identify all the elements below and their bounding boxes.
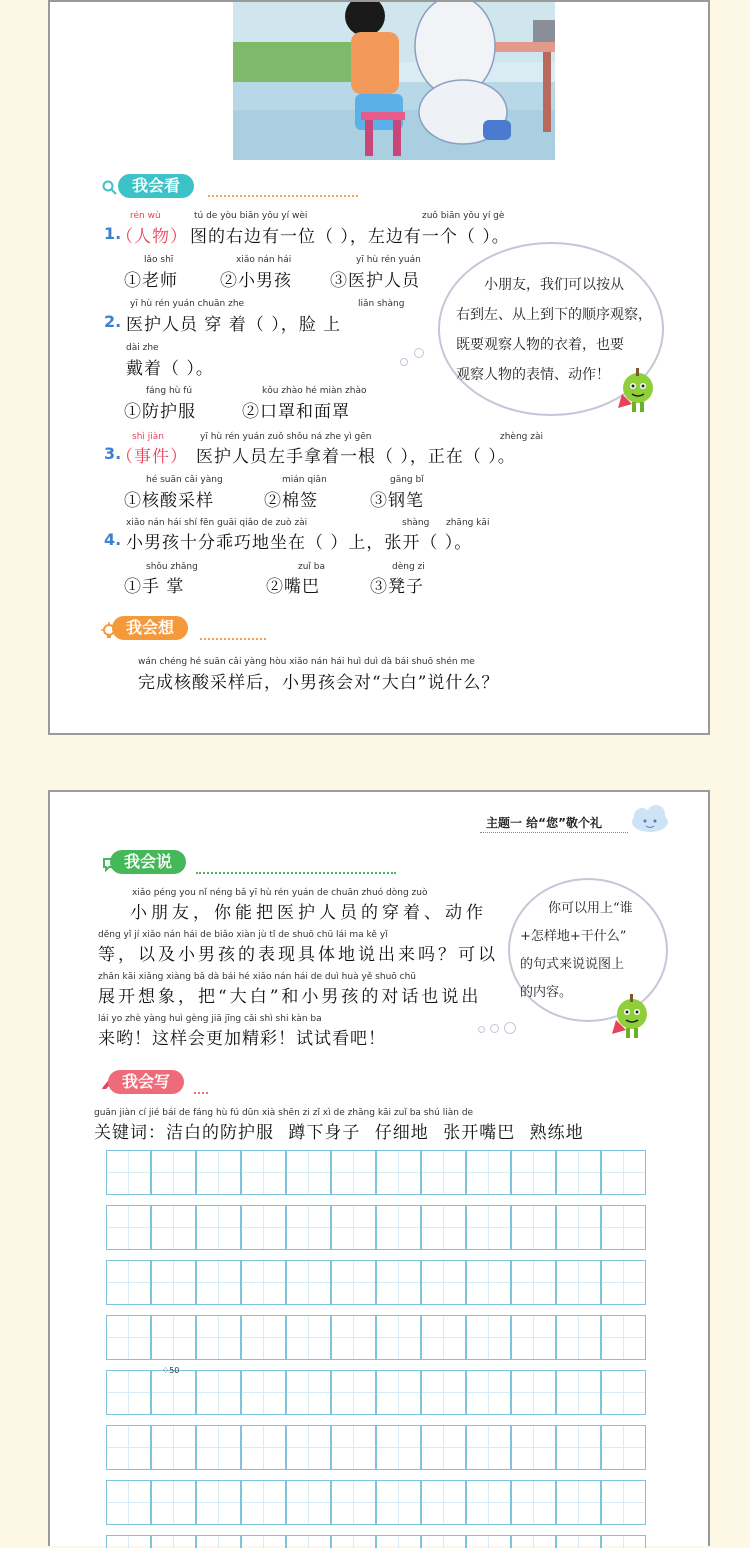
q4-opt1-pinyin: shǒu zhǎng [146, 562, 198, 572]
writing-cell[interactable] [106, 1370, 151, 1415]
writing-cell[interactable] [106, 1150, 151, 1195]
keywords-pinyin: guān jiàn cí jié bái de fáng hù fú dūn xià shēn zi zǐ xì de zhāng kāi zuǐ ba shú liàn de [94, 1108, 474, 1118]
writing-cell[interactable] [106, 1480, 151, 1525]
writing-cell[interactable] [151, 1150, 196, 1195]
q1-tag: （人物） [116, 227, 188, 247]
writing-cell[interactable] [151, 1370, 196, 1415]
writing-cell[interactable] [196, 1315, 241, 1360]
writing-cell[interactable] [151, 1425, 196, 1470]
speak-line-2: 等，以及小男孩的表现具体地说出来吗？可以 [98, 945, 498, 965]
q2-pinyin-2: liǎn shàng [358, 299, 405, 309]
q3-tag: （事件） [116, 447, 188, 467]
writing-cell[interactable] [466, 1480, 511, 1525]
writing-cell[interactable] [601, 1480, 646, 1525]
writing-cell[interactable] [601, 1315, 646, 1360]
writing-cell[interactable] [196, 1205, 241, 1250]
bubble-dot [414, 348, 424, 358]
writing-cell[interactable] [376, 1535, 421, 1548]
tip-line-2: 右到左、从上到下的顺序观察， [456, 307, 652, 323]
writing-cell[interactable] [556, 1370, 601, 1415]
bubble-dot [400, 358, 408, 366]
writing-cell[interactable] [241, 1150, 286, 1195]
writing-cell[interactable] [601, 1205, 646, 1250]
q1-opt1-pinyin: lǎo shī [144, 255, 174, 265]
writing-cell[interactable] [286, 1150, 331, 1195]
writing-cell[interactable] [286, 1535, 331, 1548]
think-question: 完成核酸采样后，小男孩会对“大白”说什么？ [138, 673, 500, 693]
writing-cell[interactable] [376, 1480, 421, 1525]
writing-cell[interactable] [376, 1425, 421, 1470]
writing-cell[interactable] [196, 1535, 241, 1548]
q2-opt2-pinyin: kǒu zhào hé miàn zhào [262, 386, 367, 396]
section-divider [196, 872, 396, 874]
q1-pinyin-right: zuǒ biān yǒu yí gè [422, 211, 505, 221]
q4-pinyin-2: shàng [402, 518, 430, 528]
writing-cell[interactable] [331, 1260, 376, 1305]
writing-cell[interactable] [196, 1480, 241, 1525]
writing-cell[interactable] [466, 1425, 511, 1470]
think-pinyin: wán chéng hé suān cǎi yàng hòu xiǎo nán hái huì duì dà bái shuō shén me [138, 657, 475, 667]
q4-text: 小男孩十分乖巧地坐在（ ）上，张开（ ）。 [126, 533, 473, 553]
writing-cell[interactable] [556, 1480, 601, 1525]
writing-cell[interactable] [106, 1425, 151, 1470]
tip-line-1: 小朋友，我们可以按从 [484, 277, 624, 293]
writing-cell[interactable] [331, 1480, 376, 1525]
q1-opt2-pinyin: xiǎo nán hái [236, 255, 292, 265]
q4-opt2-pinyin: zuǐ ba [298, 562, 326, 572]
writing-cell[interactable] [196, 1150, 241, 1195]
q4-pinyin-3: zhāng kāi [446, 518, 490, 528]
writing-cell[interactable] [601, 1260, 646, 1305]
writing-cell[interactable] [151, 1315, 196, 1360]
q1-number: 1. [104, 224, 122, 243]
writing-cell[interactable] [376, 1260, 421, 1305]
q3-number: 3. [104, 444, 122, 463]
writing-cell[interactable] [556, 1205, 601, 1250]
section-divider [200, 638, 266, 640]
q4-option-2[interactable]: ②嘴巴 [266, 577, 320, 597]
writing-cell[interactable] [151, 1535, 196, 1548]
writing-cell[interactable] [286, 1205, 331, 1250]
writing-cell[interactable] [466, 1370, 511, 1415]
writing-cell[interactable] [151, 1480, 196, 1525]
illustration-nucleic-test [233, 2, 555, 160]
tip-line-4: 观察人物的表情、动作！ [456, 367, 610, 383]
speak-line-3-pinyin: zhǎn kāi xiǎng xiàng bǎ dà bái hé xiǎo nán hái de duì huà yě shuō chū [98, 972, 416, 982]
writing-cell[interactable] [556, 1535, 601, 1548]
writing-cell[interactable] [421, 1260, 466, 1305]
speak-line-1: 小朋友，你能把医护人员的穿着、动作 [130, 903, 487, 923]
section-badge-think: 我会想 [112, 616, 188, 640]
q1-option-3[interactable]: ③医护人员 [330, 271, 420, 291]
header-divider [480, 832, 628, 833]
writing-cell[interactable] [241, 1425, 286, 1470]
writing-cell[interactable] [466, 1150, 511, 1195]
writing-cell[interactable] [331, 1315, 376, 1360]
writing-cell[interactable] [241, 1260, 286, 1305]
writing-cell[interactable] [466, 1535, 511, 1548]
writing-cell[interactable] [376, 1150, 421, 1195]
writing-cell[interactable] [286, 1425, 331, 1470]
bubble-dot [478, 1026, 485, 1033]
writing-cell[interactable] [241, 1535, 286, 1548]
speak-line-4: 来哟！这样会更加精彩！试试看吧！ [98, 1029, 386, 1049]
writing-cell[interactable] [241, 1315, 286, 1360]
q3-opt3-pinyin: gāng bǐ [390, 475, 424, 485]
writing-cell[interactable] [331, 1150, 376, 1195]
q2-pinyin: yī hù rén yuán chuān zhe [130, 299, 245, 309]
writing-cell[interactable] [331, 1425, 376, 1470]
q2-text-2: 戴着（ ）。 [126, 359, 214, 379]
writing-cell[interactable] [106, 1315, 151, 1360]
writing-cell[interactable] [376, 1315, 421, 1360]
writing-cell[interactable] [511, 1315, 556, 1360]
speak-line-2-pinyin: děng yǐ jí xiǎo nán hái de biǎo xiàn jù tǐ de shuō chū lái ma kě yǐ [98, 930, 388, 940]
writing-cell[interactable] [421, 1425, 466, 1470]
writing-cell[interactable] [511, 1425, 556, 1470]
q4-option-3[interactable]: ③凳子 [370, 577, 424, 597]
writing-cell[interactable] [601, 1370, 646, 1415]
writing-cell[interactable] [421, 1150, 466, 1195]
apple-mascot-icon [618, 364, 658, 416]
workbook-page-bottom [48, 790, 710, 1546]
q3-pinyin: yī hù rén yuán zuǒ shǒu ná zhe yì gēn [200, 432, 372, 442]
writing-cell[interactable] [421, 1535, 466, 1548]
keywords-line: 关键词：洁白的防护服 蹲下身子 仔细地 张开嘴巴 熟练地 [94, 1123, 584, 1143]
writing-cell[interactable] [286, 1260, 331, 1305]
section-divider [194, 1092, 208, 1094]
speak-line-1-pinyin: xiǎo péng you nǐ néng bǎ yī hù rén yuán de chuān zhuó dòng zuò [132, 888, 428, 898]
writing-cell[interactable] [556, 1425, 601, 1470]
q3-option-2[interactable]: ②棉签 [264, 491, 318, 511]
q2-number: 2. [104, 312, 122, 331]
writing-cell[interactable] [151, 1205, 196, 1250]
q3-pinyin-right: zhèng zài [500, 432, 543, 442]
cloud-icon [628, 804, 672, 834]
q1-text: 图的右边有一位（ ），左边有一个（ ）。 [190, 227, 510, 247]
writing-cell[interactable] [556, 1315, 601, 1360]
page-number-icon: ♢ [162, 1366, 170, 1375]
writing-cell[interactable] [376, 1370, 421, 1415]
q2-opt1-pinyin: fáng hù fú [146, 386, 193, 396]
q4-option-1[interactable]: ①手 掌 [124, 577, 185, 597]
speak-line-4-pinyin: lái yo zhè yàng huì gèng jiā jīng cǎi shì shi kàn ba [98, 1014, 322, 1024]
q1-opt3-pinyin: yī hù rén yuán [356, 255, 421, 265]
bubble-dot [490, 1024, 499, 1033]
q3-text: 医护人员左手拿着一根（ ），正在（ ）。 [196, 447, 516, 467]
q2-text: 医护人员 穿 着（ ），脸 上 [126, 315, 342, 335]
writing-cell[interactable] [241, 1370, 286, 1415]
writing-cell[interactable] [241, 1480, 286, 1525]
writing-cell[interactable] [286, 1370, 331, 1415]
q3-opt2-pinyin: mián qiān [282, 475, 327, 485]
q4-opt3-pinyin: dèng zi [392, 562, 425, 572]
writing-cell[interactable] [556, 1260, 601, 1305]
bubble-dot [504, 1022, 516, 1034]
writing-cell[interactable] [151, 1260, 196, 1305]
writing-cell[interactable] [601, 1535, 646, 1548]
writing-cell[interactable] [466, 1205, 511, 1250]
workbook-page-top [48, 0, 710, 735]
writing-cell[interactable] [556, 1150, 601, 1195]
q3-opt1-pinyin: hé suān cǎi yàng [146, 475, 223, 485]
hint-line-2: +怎样地+干什么” [520, 929, 627, 944]
q3-option-1[interactable]: ①核酸采样 [124, 491, 214, 511]
speak-line-3: 展开想象，把“大白”和小男孩的对话也说出 [98, 987, 482, 1007]
hint-line-1: 你可以用上“谁 [548, 901, 633, 916]
look-icon [102, 180, 118, 196]
writing-cell[interactable] [106, 1260, 151, 1305]
section-badge-speak: 我会说 [110, 850, 186, 874]
writing-cell[interactable] [601, 1150, 646, 1195]
writing-cell[interactable] [511, 1260, 556, 1305]
writing-grid[interactable] [106, 1150, 700, 1548]
section-badge-write: 我会写 [108, 1070, 184, 1094]
section-badge-look: 我会看 [118, 174, 194, 198]
writing-cell[interactable] [376, 1205, 421, 1250]
writing-cell[interactable] [241, 1205, 286, 1250]
q2-pinyin-3: dài zhe [126, 343, 159, 353]
q3-option-3[interactable]: ③钢笔 [370, 491, 424, 511]
hint-line-3: 的句式来说说图上 [520, 957, 625, 972]
writing-cell[interactable] [286, 1480, 331, 1525]
writing-cell[interactable] [466, 1260, 511, 1305]
writing-cell[interactable] [331, 1535, 376, 1548]
q1-option-2[interactable]: ②小男孩 [220, 271, 292, 291]
writing-cell[interactable] [511, 1205, 556, 1250]
writing-cell[interactable] [106, 1205, 151, 1250]
apple-mascot-icon [612, 990, 652, 1042]
writing-cell[interactable] [196, 1260, 241, 1305]
writing-cell[interactable] [511, 1480, 556, 1525]
q1-option-1[interactable]: ①老师 [124, 271, 178, 291]
writing-cell[interactable] [511, 1535, 556, 1548]
writing-cell[interactable] [511, 1150, 556, 1195]
page-number-value: 50 [169, 1366, 180, 1375]
writing-cell[interactable] [421, 1315, 466, 1360]
writing-cell[interactable] [331, 1370, 376, 1415]
writing-cell[interactable] [601, 1425, 646, 1470]
q1-tag-pinyin: rén wù [130, 211, 161, 221]
writing-cell[interactable] [466, 1315, 511, 1360]
writing-cell[interactable] [421, 1480, 466, 1525]
writing-cell[interactable] [421, 1205, 466, 1250]
q1-pinyin: tú de yòu biān yǒu yí wèi [194, 211, 308, 221]
writing-cell[interactable] [196, 1425, 241, 1470]
writing-cell[interactable] [421, 1370, 466, 1415]
section-divider [208, 195, 358, 197]
writing-cell[interactable] [106, 1535, 151, 1548]
q2-option-2[interactable]: ②口罩和面罩 [242, 402, 350, 422]
q4-pinyin: xiǎo nán hái shí fēn guāi qiǎo de zuò zài [126, 518, 308, 528]
q3-tag-pinyin: shì jiàn [132, 432, 164, 442]
tip-line-3: 既要观察人物的衣着，也要 [456, 337, 624, 353]
writing-cell[interactable] [511, 1370, 556, 1415]
page-header-theme: 主题一 给“您”敬个礼 [486, 816, 602, 830]
writing-cell[interactable] [196, 1370, 241, 1415]
writing-cell[interactable] [331, 1205, 376, 1250]
page-number [162, 1366, 179, 1375]
writing-cell[interactable] [286, 1315, 331, 1360]
q2-option-1[interactable]: ①防护服 [124, 402, 196, 422]
hint-line-4: 的内容。 [520, 985, 573, 1000]
q4-number: 4. [104, 530, 122, 549]
